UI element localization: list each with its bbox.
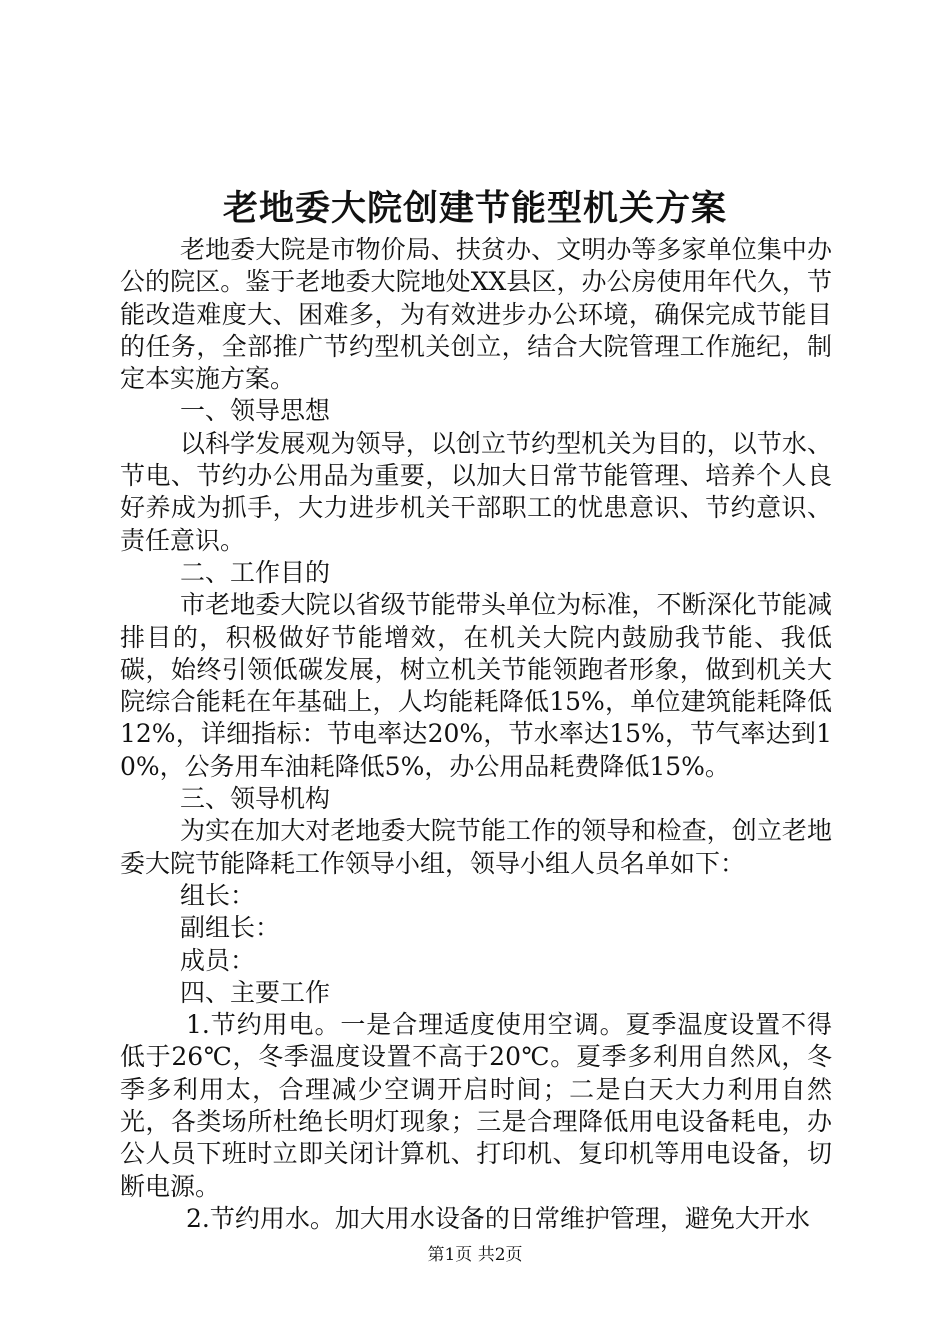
- deputy-leader-line: 副组长：: [180, 913, 281, 943]
- guiding-thought-paragraph: 以科学发展观为领导，以创立节约型机关为目的，以节水、节电、节约办公用品为重要，以加大日常节能管理、培养个人良好养成为抓手，大力进步机关干部职工的忧患意识、节约意识、责任意识。: [120, 428, 832, 555]
- leadership-body-paragraph: 为实在加大对老地委大院节能工作的领导和检查，创立老地委大院节能降耗工作领导小组，领导小组人员名单如下：: [120, 816, 832, 878]
- section-heading-leadership-body: 三、领导机构: [180, 784, 331, 814]
- section-heading-work-goals: 二、工作目的: [180, 557, 331, 587]
- page-number-footer: 第1页 共2页: [427, 1245, 523, 1265]
- electricity-saving-paragraph: 1.节约用电。一是合理适度使用空调。夏季温度设置不得低于26℃，冬季温度设置不高于20℃。夏季多利用自然风，冬季多利用太，合理减少空调开启时间；二是白天大力利用自然光，各类场所杜绝长明灯现象；三是合理降低用电设备耗电，办公人员下班时立即关闭计算机、打印机、复印机等用电设备，切断电源。: [120, 1010, 832, 1201]
- intro-paragraph: 老地委大院是市物价局、扶贫办、文明办等多家单位集中办公的院区。鉴于老地委大院地处XX县区，办公房使用年代久，节能改造难度大、困难多，为有效进步办公环境，确保完成节能目的任务，全部推广节约型机关创立，结合大院管理工作施纪，制定本实施方案。: [120, 235, 832, 394]
- water-saving-paragraph: 2.节约用水。加大用水设备的日常维护管理，避免大开水: [186, 1203, 810, 1233]
- members-line: 成员：: [180, 945, 256, 975]
- group-leader-line: 组长：: [180, 880, 256, 910]
- document-body: [120, 234, 832, 1235]
- section-heading-main-work: 四、主要工作: [180, 977, 331, 1007]
- work-goals-paragraph: 市老地委大院以省级节能带头单位为标准，不断深化节能减排目的，积极做好节能增效，在机关大院内鼓励我节能、我低碳，始终引领低碳发展，树立机关节能领跑者形象，做到机关大院综合能耗在年基础上，人均能耗降低15%，单位建筑能耗降低12%，详细指标：节电率达20%，节水率达15%，节气率达到10%，公务用车油耗降低5%，办公用品耗费降低15%。: [120, 590, 832, 781]
- section-heading-guiding-thought: 一、领导思想: [180, 396, 331, 426]
- document-title: 老地委大院创建节能型机关方案: [222, 188, 727, 229]
